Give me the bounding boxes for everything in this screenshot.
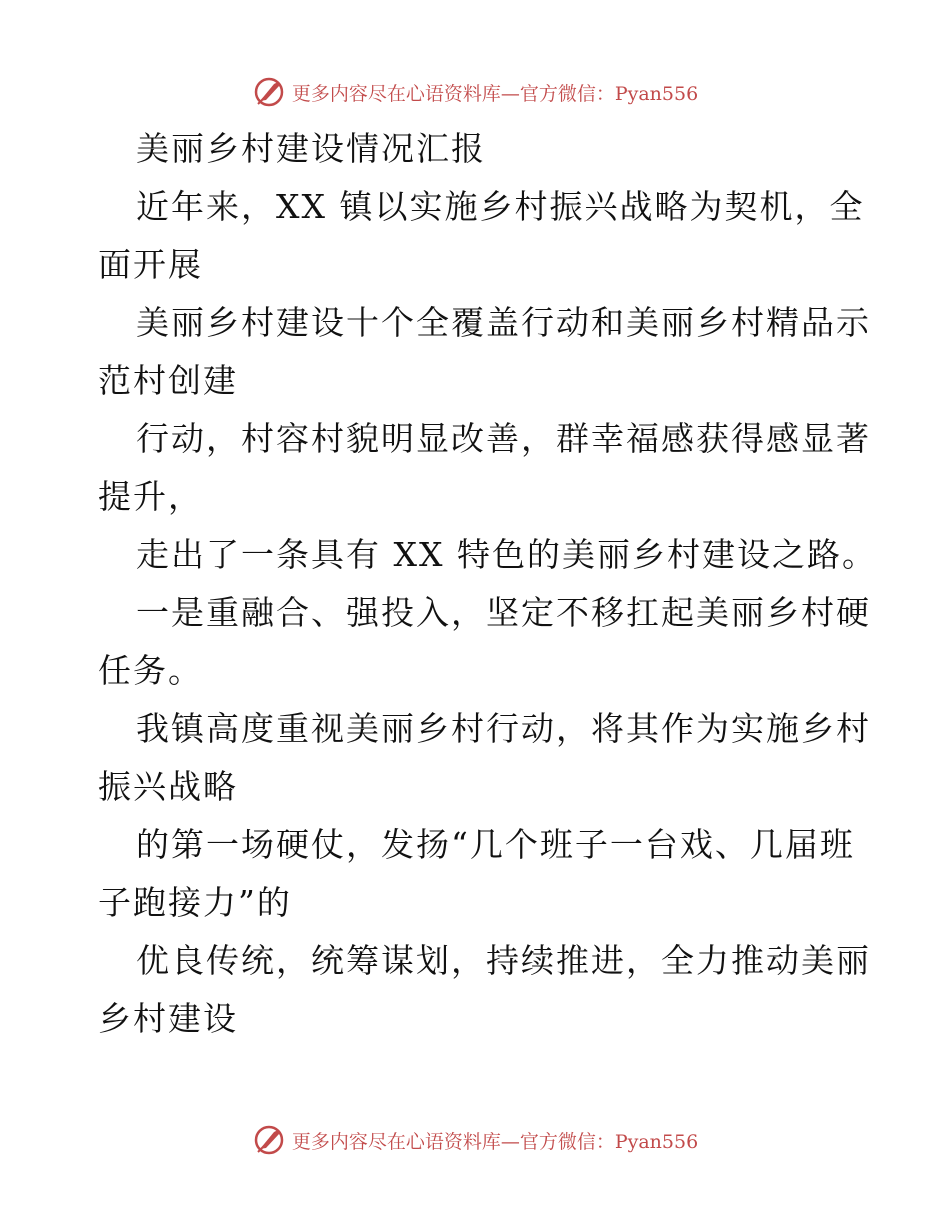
quill-pen-logo-icon	[252, 75, 286, 109]
paragraph-line: 子跑接力”的	[98, 883, 292, 922]
footer-banner-text: 更多内容尽在心语资料库—官方微信：Pyan556	[291, 1130, 699, 1153]
quill-pen-logo-icon	[252, 1123, 286, 1157]
footer-banner	[0, 1118, 950, 1162]
paragraph-line: 面开展	[98, 245, 203, 284]
paragraph-line: 振兴战略	[98, 767, 238, 806]
paragraph-line: 美丽乡村建设十个全覆盖行动和美丽乡村精品示	[136, 303, 871, 342]
header-banner	[0, 70, 950, 114]
document-body	[98, 120, 877, 1048]
paragraph-line: 提升，	[98, 477, 203, 516]
document-title: 美丽乡村建设情况汇报	[136, 129, 486, 168]
paragraph-line: 乡村建设	[98, 999, 238, 1038]
paragraph-line: 范村创建	[98, 361, 238, 400]
paragraph-line: 走出了一条具有 XX 特色的美丽乡村建设之路。	[136, 535, 877, 574]
paragraph-line: 一是重融合、强投入，坚定不移扛起美丽乡村硬	[136, 593, 871, 632]
header-banner-text: 更多内容尽在心语资料库—官方微信：Pyan556	[291, 82, 699, 105]
paragraph-line: 近年来，XX 镇以实施乡村振兴战略为契机，全	[136, 187, 865, 226]
paragraph-line: 任务。	[98, 651, 203, 690]
paragraph-line: 我镇高度重视美丽乡村行动，将其作为实施乡村	[136, 709, 871, 748]
paragraph-line: 行动，村容村貌明显改善，群幸福感获得感显著	[136, 419, 871, 458]
paragraph-line: 的第一场硬仗，发扬“几个班子一台戏、几届班	[136, 825, 855, 864]
paragraph-line: 优良传统，统筹谋划，持续推进，全力推动美丽	[136, 941, 871, 980]
